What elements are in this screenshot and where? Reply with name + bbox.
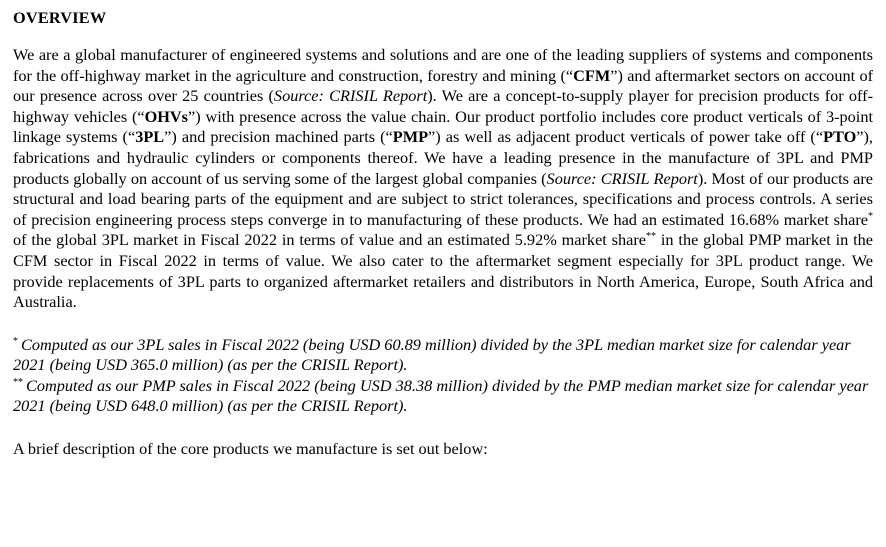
footnote-text: Computed as our 3PL sales in Fiscal 2022 (being USD 60.89 million) divided by the 3PL median market size for calendar year 2021 (being USD 365.0 million) (as per the CRISIL Report). xyxy=(13,334,851,375)
text-run: ). Most of our products are structural and load bearing parts of the equipment and are subject to strict tolerances, specifications and process controls. A series of precision engineering process steps converge in to manufacturing of these products. We had an estimated 16.68% market share xyxy=(13,168,874,229)
text-run: ”) with presence across the value chain. Our product portfolio includes core product verticals of 3-point linkage systems (“ xyxy=(13,106,873,147)
footnote-text: Computed as our PMP sales in Fiscal 2022 (being USD 38.38 million) divided by the PMP median market size for calendar year 2021 (being USD 648.0 million) (as per the CRISIL Report). xyxy=(13,375,869,416)
overview-paragraph xyxy=(13,45,873,313)
source-citation: Source: CRISIL Report xyxy=(273,86,428,106)
text-run: ”) and precision machined parts (“ xyxy=(164,127,393,147)
term-cfm: CFM xyxy=(573,65,611,85)
text-run: ). We are a concept-to-supply player for precision products for off-highway vehicles (“ xyxy=(13,86,873,126)
term-pmp: PMP xyxy=(392,127,429,147)
text-run: ”) and aftermarket sectors on account of our presence across over 25 countries ( xyxy=(13,65,874,106)
text-run: in the global PMP market in the CFM sector in Fiscal 2022 in terms of value. We also cater to the aftermarket segment especially for 3PL product range. We provide replacements of 3PL parts to organized aftermarket retailers and distributors in North America, Europe, South Africa and Australia. xyxy=(13,230,874,312)
footnote-ref: ** xyxy=(646,231,657,243)
footnote-marker: ** xyxy=(13,376,23,388)
footnote-marker: * xyxy=(13,335,18,347)
text-run: of the global 3PL market in Fiscal 2022 in terms of value and an estimated 5.92% market share xyxy=(13,230,647,250)
footnote-1 xyxy=(13,335,873,376)
source-citation: Source: CRISIL Report xyxy=(546,168,698,188)
text-run: ”), fabrications and hydraulic cylinders or components thereof. We have a leading presence in the manufacture of 3PL and PMP products globally on account of us serving some of the largest global companies ( xyxy=(13,127,873,188)
closing-sentence: A brief description of the core products we manufacture is set out below: xyxy=(13,438,488,458)
section-heading: OVERVIEW xyxy=(13,8,107,27)
footnote-2 xyxy=(13,376,873,417)
term-3pl: 3PL xyxy=(135,127,165,147)
term-pto: PTO xyxy=(823,127,857,147)
footnotes xyxy=(13,335,873,417)
term-ohvs: OHVs xyxy=(144,106,189,126)
text-run: ”) as well as adjacent product verticals of power take off (“ xyxy=(428,127,824,147)
text-run: We are a global manufacturer of engineered systems and solutions and are one of the leading suppliers of systems and components for the off-highway market in the agriculture and construction, forestry and mining (“ xyxy=(13,45,873,85)
footnote-ref: * xyxy=(868,210,873,222)
